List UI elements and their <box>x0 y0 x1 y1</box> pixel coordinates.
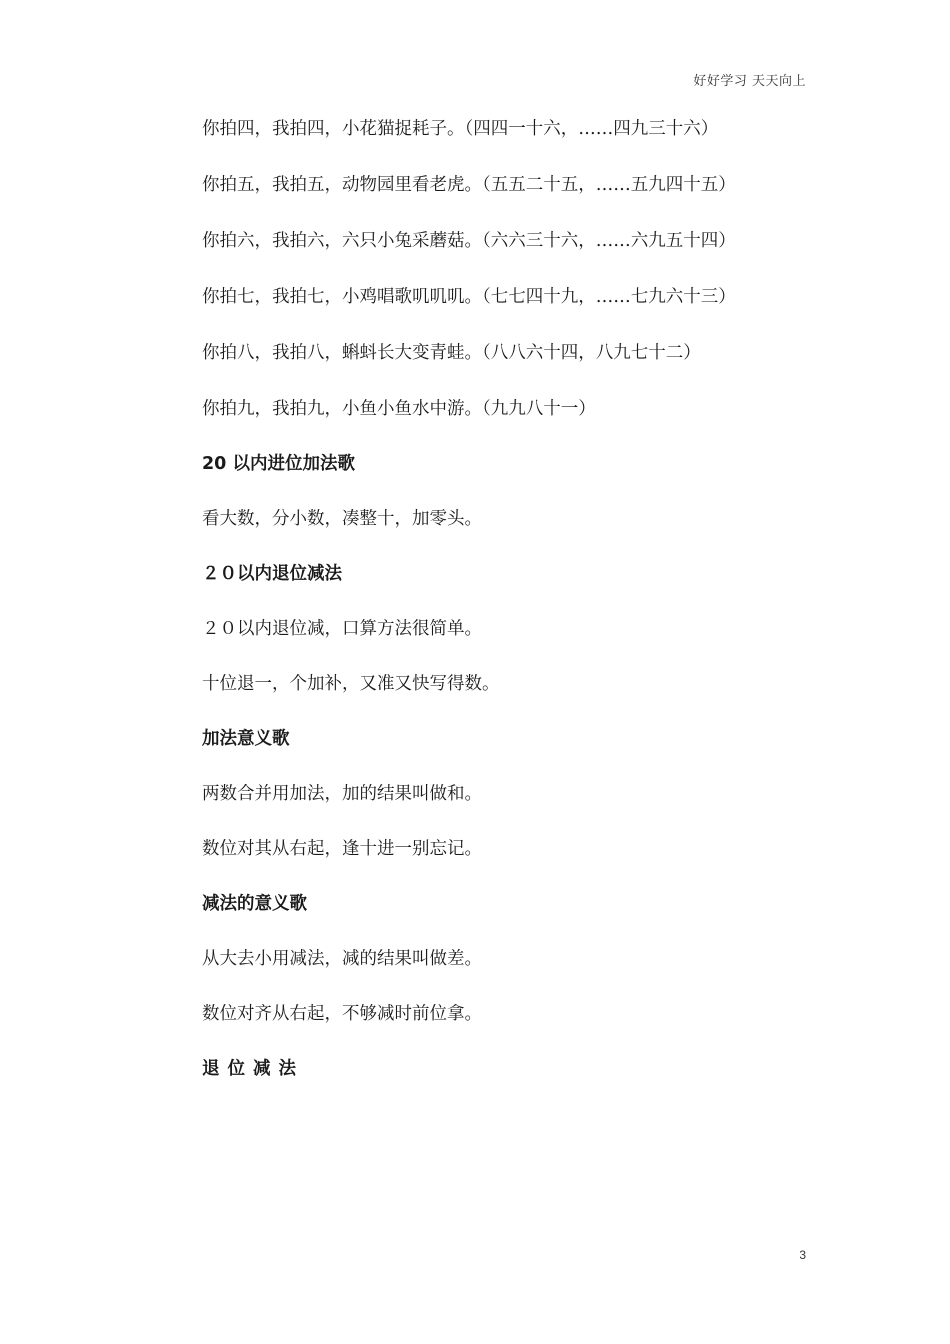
heading-borrow-subtraction-2: 退位减法 <box>202 1059 304 1079</box>
page-header: 好好学习 天天向上 <box>693 74 806 89</box>
borrow-subtraction-line-2: 十位退一，个加补，又准又快写得数。 <box>202 674 500 694</box>
verse-five: 你拍五，我拍五，动物园里看老虎。（五五二十五，……五九四十五） <box>202 175 736 195</box>
verse-eight: 你拍八，我拍八，蝌蚪长大变青蛙。（八八六十四，八九七十二） <box>202 343 701 363</box>
heading-addition-meaning: 加法意义歌 <box>202 729 290 749</box>
addition-meaning-line-2: 数位对其从右起，逢十进一别忘记。 <box>202 839 482 859</box>
verse-four: 你拍四，我拍四，小花猫捉耗子。（四四一十六，……四九三十六） <box>202 119 719 139</box>
borrow-subtraction-line-1: ２０以内退位减，口算方法很简单。 <box>202 619 482 639</box>
heading-borrow-subtraction: ２０以内退位减法 <box>202 564 342 584</box>
subtraction-meaning-line-2: 数位对齐从右起，不够减时前位拿。 <box>202 1004 482 1024</box>
heading-subtraction-meaning: 减法的意义歌 <box>202 894 307 914</box>
verse-six: 你拍六，我拍六，六只小兔采蘑菇。（六六三十六，……六九五十四） <box>202 231 736 251</box>
document-body <box>202 117 742 1112</box>
addition-meaning-line-1: 两数合并用加法，加的结果叫做和。 <box>202 784 482 804</box>
carry-addition-rhyme: 看大数，分小数，凑整十，加零头。 <box>202 509 482 529</box>
subtraction-meaning-line-1: 从大去小用减法，减的结果叫做差。 <box>202 949 482 969</box>
verse-nine: 你拍九，我拍九，小鱼小鱼水中游。（九九八十一） <box>202 399 596 419</box>
verse-seven: 你拍七，我拍七，小鸡唱歌叽叽叽。（七七四十九，……七九六十三） <box>202 287 736 307</box>
heading-carry-addition: 20 以内进位加法歌 <box>202 454 355 474</box>
page-number: 3 <box>799 1248 806 1262</box>
